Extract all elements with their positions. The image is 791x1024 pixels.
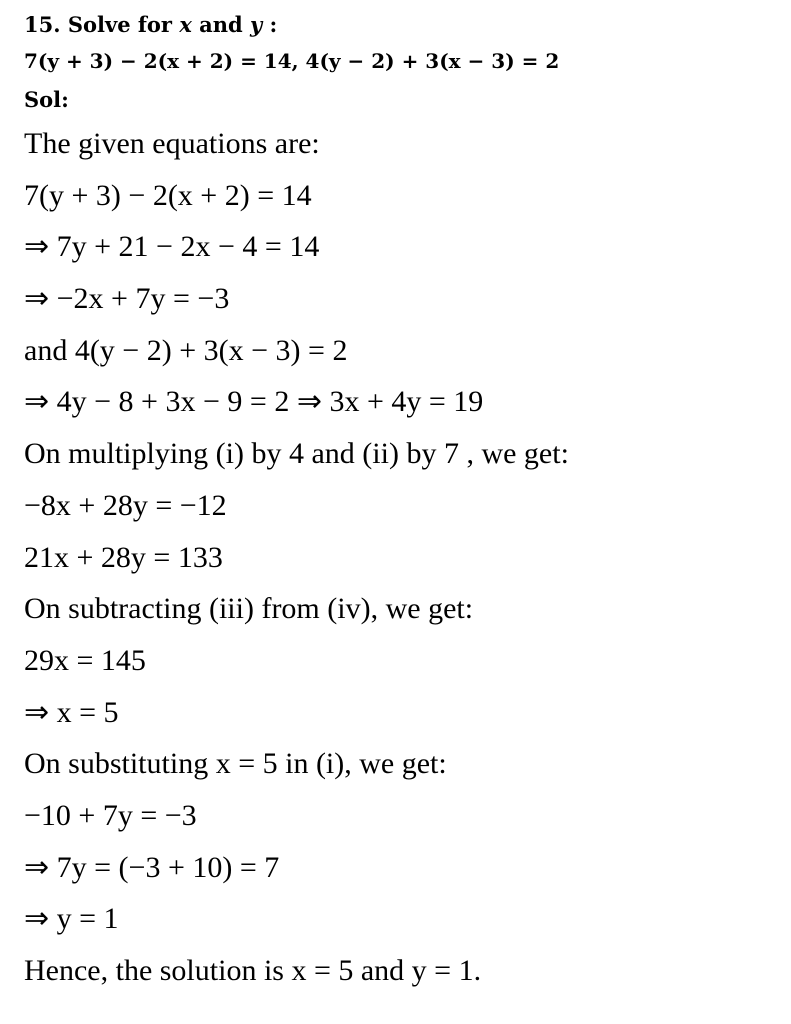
solution-line-subtract-step: On subtracting (iii) from (iv), we get: <box>24 592 474 626</box>
solution-line-y-value: ⇒ y = 1 <box>24 902 119 936</box>
question-equation: 7(y + 3) − 2(x + 2) = 14, 4(y − 2) + 3(x − 3) = 2 <box>24 49 560 73</box>
question-prompt-text: Solve for <box>67 12 180 37</box>
question-number: 15. <box>24 12 61 37</box>
solution-label: Sol: <box>24 87 69 112</box>
solution-line-simplified-1: ⇒ −2x + 7y = −3 <box>24 282 230 316</box>
solution-line-x-value: ⇒ x = 5 <box>24 695 119 729</box>
solution-line-equation-2: and 4(y − 2) + 3(x − 3) = 2 <box>24 333 348 367</box>
solution-line-expand-1: ⇒ 7y + 21 − 2x − 4 = 14 <box>24 230 320 264</box>
question-prompt-colon: : <box>262 12 278 37</box>
solution-line-substitute-step: On substituting x = 5 in (i), we get: <box>24 747 447 781</box>
solution-line-equation-1: 7(y + 3) − 2(x + 2) = 14 <box>24 178 312 212</box>
solution-line-conclusion: Hence, the solution is x = 5 and y = 1. <box>24 954 482 987</box>
solution-line-intro: The given equations are: <box>24 127 320 160</box>
solution-line-29x: 29x = 145 <box>24 643 146 677</box>
question-variable-y: y <box>250 12 263 37</box>
solution-line-7y: ⇒ 7y = (−3 + 10) = 7 <box>24 850 280 884</box>
solution-line-simplified-2: ⇒ 4y − 8 + 3x − 9 = 2 ⇒ 3x + 4y = 19 <box>24 385 484 419</box>
question-prompt-and: and <box>191 12 251 37</box>
solution-page <box>24 8 774 997</box>
question-variable-x: x <box>179 12 192 37</box>
solution-line-equation-3: −8x + 28y = −12 <box>24 488 227 522</box>
solution-line-substituted: −10 + 7y = −3 <box>24 798 197 832</box>
solution-line-equation-4: 21x + 28y = 133 <box>24 540 223 574</box>
solution-line-multiply-step: On multiplying (i) by 4 and (ii) by 7 , we get: <box>24 437 569 471</box>
question-heading <box>24 8 774 42</box>
